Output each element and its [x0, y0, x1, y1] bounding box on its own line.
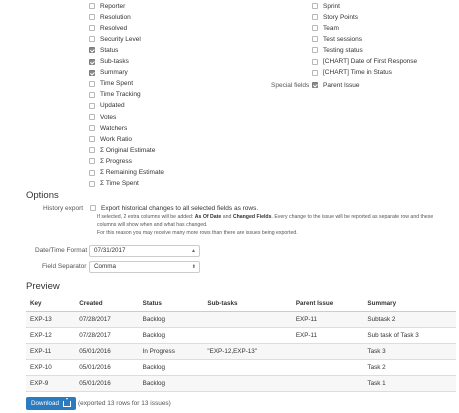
- field-checkbox-item[interactable]: [312, 45, 363, 55]
- checkbox[interactable]: [89, 81, 95, 87]
- table-row: [26, 344, 456, 360]
- checkbox[interactable]: [89, 170, 95, 176]
- field-label: Time Tracking: [100, 91, 141, 99]
- checkbox[interactable]: [312, 14, 318, 20]
- history-help-text: [97, 213, 447, 237]
- field-label: Σ Time Spent: [100, 180, 139, 188]
- checkbox[interactable]: [90, 205, 96, 211]
- column-header: Key: [26, 295, 75, 312]
- table-cell: Backlog: [139, 328, 204, 344]
- help-text-part: and: [221, 214, 233, 220]
- table-row: [26, 328, 456, 344]
- column-header: Summary: [363, 295, 456, 312]
- history-export-checkbox[interactable]: [90, 203, 258, 213]
- table-cell: Backlog: [139, 360, 204, 376]
- checkbox[interactable]: [89, 125, 95, 131]
- field-checkbox-item[interactable]: [312, 68, 392, 78]
- download-button[interactable]: [26, 397, 76, 410]
- checkbox[interactable]: [312, 36, 318, 42]
- field-label: Watchers: [100, 124, 128, 132]
- table-cell: [203, 360, 291, 376]
- checkbox-checked[interactable]: [89, 70, 95, 76]
- help-text-part: If selected, 2 extra columns will be added:: [97, 214, 195, 220]
- preview-table: [26, 295, 456, 392]
- field-checkbox-item[interactable]: [312, 80, 360, 90]
- table-cell: EXP-10: [26, 360, 75, 376]
- table-cell: [203, 312, 291, 328]
- field-checkbox-item[interactable]: [89, 34, 141, 44]
- field-label: Security Level: [100, 35, 141, 43]
- table-cell: Backlog: [139, 376, 204, 392]
- field-checkbox-item[interactable]: [89, 90, 141, 100]
- checkbox-checked[interactable]: [312, 82, 318, 88]
- table-cell: EXP-9: [26, 376, 75, 392]
- field-checkbox-item[interactable]: [312, 12, 358, 22]
- column-header: Created: [75, 295, 138, 312]
- help-text-line3: For this reason you may receive many more rows than there are issues being exported.: [97, 230, 298, 236]
- table-row: [26, 376, 456, 392]
- field-label: Resolution: [100, 13, 131, 21]
- field-checkbox-item[interactable]: [312, 1, 340, 11]
- field-checkbox-item[interactable]: [89, 145, 155, 155]
- history-export-label: History export: [43, 205, 84, 212]
- table-cell: EXP-13: [26, 312, 75, 328]
- table-row: [26, 312, 456, 328]
- column-header: Sub-tasks: [203, 295, 291, 312]
- table-cell: [203, 376, 291, 392]
- checkbox[interactable]: [89, 25, 95, 31]
- table-row: [26, 360, 456, 376]
- column-header: Parent Issue: [292, 295, 364, 312]
- field-checkbox-item[interactable]: [89, 101, 125, 111]
- field-label: Time Spent: [100, 80, 133, 88]
- field-label: Testing status: [323, 46, 363, 54]
- table-cell: [292, 376, 364, 392]
- field-checkbox-item[interactable]: [312, 23, 339, 33]
- field-checkbox-item[interactable]: [89, 57, 129, 67]
- table-cell: EXP-11: [26, 344, 75, 360]
- special-fields-label: Special fields: [271, 82, 310, 89]
- table-header-row: [26, 295, 456, 312]
- history-export-text: Export historical changes to all selected fields as rows.: [101, 204, 259, 212]
- help-bold-changed-fields: Changed Fields: [232, 214, 272, 220]
- field-label: Story Points: [323, 13, 359, 21]
- field-label: Σ Remaining Estimate: [100, 169, 164, 176]
- checkbox[interactable]: [89, 158, 95, 164]
- field-label: Σ Progress: [100, 157, 132, 165]
- checkbox[interactable]: [89, 36, 95, 42]
- table-cell: Subtask 2: [363, 312, 456, 328]
- field-checkbox-item[interactable]: [89, 79, 133, 89]
- table-cell: 05/01/2016: [75, 376, 138, 392]
- field-label: Status: [100, 46, 119, 54]
- download-label: Download: [31, 400, 60, 407]
- table-cell: "EXP-12,EXP-13": [203, 344, 291, 360]
- checkbox[interactable]: [312, 3, 318, 9]
- download-icon: [63, 401, 71, 407]
- column-header: Status: [139, 295, 204, 312]
- field-label: Sprint: [323, 2, 340, 10]
- field-checkbox-item[interactable]: [89, 45, 118, 55]
- help-text-line2: columns will show when and what has changed.: [97, 222, 208, 228]
- field-checkbox-item[interactable]: [89, 156, 132, 166]
- table-cell: 07/28/2017: [75, 312, 138, 328]
- field-checkbox-item[interactable]: [89, 123, 127, 133]
- checkbox[interactable]: [89, 103, 95, 109]
- field-separator-value: Comma: [94, 263, 117, 270]
- download-note: (exported 13 rows for 13 issues): [78, 400, 171, 407]
- checkbox[interactable]: [89, 3, 95, 9]
- field-checkbox-item[interactable]: [312, 57, 417, 67]
- field-label: [CHART] Time in Status: [323, 69, 392, 77]
- field-checkbox-item[interactable]: [89, 134, 132, 144]
- date-format-label: Date/Time Format: [35, 247, 88, 254]
- table-cell: Backlog: [139, 312, 204, 328]
- field-separator-select[interactable]: [89, 261, 200, 273]
- table-cell: Task 1: [363, 376, 456, 392]
- checkbox[interactable]: [89, 147, 95, 153]
- preview-heading: Preview: [26, 281, 60, 292]
- checkbox[interactable]: [89, 136, 95, 142]
- table-cell: [292, 344, 364, 360]
- checkbox-checked[interactable]: [89, 47, 95, 53]
- table-cell: 07/28/2017: [75, 328, 138, 344]
- field-label: Updated: [100, 102, 125, 110]
- table-cell: Task 2: [363, 360, 456, 376]
- table-cell: 05/01/2016: [75, 360, 138, 376]
- table-cell: EXP-11: [292, 312, 364, 328]
- checkbox[interactable]: [312, 25, 318, 31]
- field-checkbox-item[interactable]: [89, 112, 116, 122]
- field-label: Parent Issue: [323, 81, 360, 89]
- help-bold-as-of-date: As Of Date: [194, 214, 222, 220]
- options-heading: Options: [26, 190, 59, 201]
- field-checkbox-item[interactable]: [89, 23, 127, 33]
- chevron-down-icon: ⬍: [191, 264, 196, 270]
- field-label: [CHART] Date of First Response: [323, 58, 418, 65]
- field-label: Σ Original Estimate: [100, 146, 156, 154]
- field-checkbox-item[interactable]: [89, 168, 164, 178]
- chevron-down-icon: ▲: [191, 248, 196, 254]
- date-format-value: 07/31/2017: [94, 247, 126, 254]
- table-cell: EXP-12: [26, 328, 75, 344]
- checkbox[interactable]: [89, 14, 95, 20]
- table-cell: Task 3: [363, 344, 456, 360]
- table-cell: 05/01/2016: [75, 344, 138, 360]
- field-label: Work Ratio: [100, 135, 133, 143]
- help-text-part: . Every change to the issue will be reported as separate row and these: [271, 214, 434, 220]
- table-cell: Sub task of Task 3: [363, 328, 456, 344]
- field-checkbox-item[interactable]: [89, 12, 131, 22]
- table-cell: [203, 328, 291, 344]
- table-cell: [292, 360, 364, 376]
- field-label: Team: [323, 24, 339, 32]
- checkbox[interactable]: [89, 114, 95, 120]
- table-cell: EXP-11: [292, 328, 364, 344]
- field-label: Reporter: [100, 2, 126, 10]
- field-label: Summary: [100, 69, 128, 77]
- date-format-input[interactable]: [89, 245, 200, 257]
- field-separator-label: Field Separator: [42, 263, 87, 270]
- table-cell: In Progress: [139, 344, 204, 360]
- checkbox[interactable]: [89, 92, 95, 98]
- field-label: Votes: [100, 113, 117, 121]
- checkbox[interactable]: [89, 181, 95, 187]
- checkbox[interactable]: [312, 47, 318, 53]
- field-label: Sub-tasks: [100, 58, 129, 65]
- checkbox[interactable]: [312, 70, 318, 76]
- field-label: Test sessions: [323, 35, 363, 43]
- checkbox-checked[interactable]: [89, 59, 95, 65]
- field-label: Resolved: [100, 24, 128, 32]
- field-checkbox-item[interactable]: [89, 1, 125, 11]
- field-checkbox-item[interactable]: [312, 34, 362, 44]
- field-checkbox-item[interactable]: [89, 179, 139, 189]
- checkbox[interactable]: [312, 59, 318, 65]
- field-checkbox-item[interactable]: [89, 68, 128, 78]
